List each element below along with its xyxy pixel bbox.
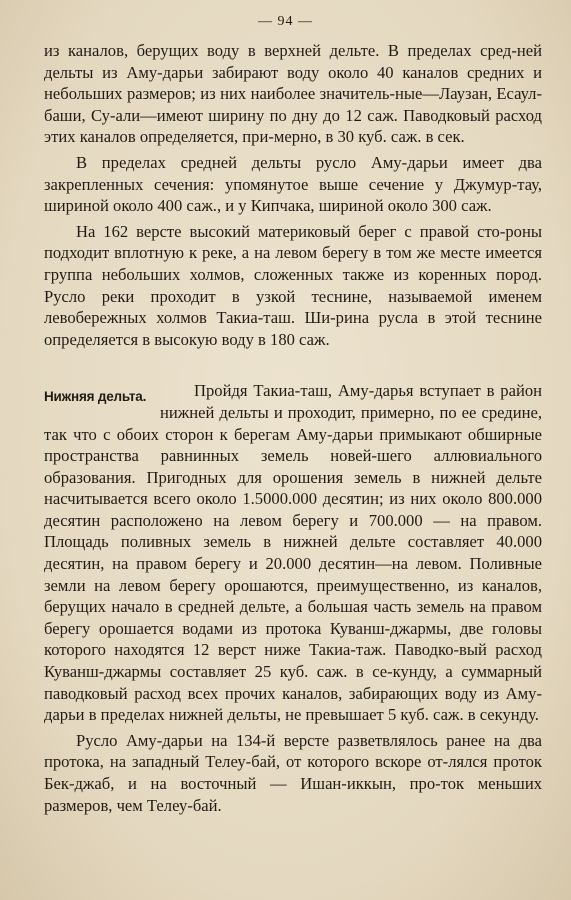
section-paragraph-1: Пройдя Такиа-таш, Аму-дарья вступает в район нижней дельты и проходит, примерно, по ее средине, так что с обоих сторон к берегам Аму-дарьи примыкают обширные пространства равнинных земель новей-шего аллювиального образования. Пригодных для орошения земель в нижней дельте насчитывается всего около 1.5000.000 десятин; из них около 800.000 десятин расположено на левом берегу и 700.000 — на правом. Площадь поливных земель в нижней дельте составляет 40.000 десятин, на правом берегу и 20.000 десятин—на левом. Поливные земли на левом берегу орошаются, преимущественно, из каналов, берущих начало в средней дельте, а большая часть земель на правом берегу орошается водами из протока Куванш-джармы, две головы которого находятся 12 верст ниже Такиа-таж. Паводко-вый расход Куванш-джармы составляет 25 куб. саж. в се-кунду, а суммарный паводковый расход всех прочих каналов, забирающих воду из Аму-дарьи в пределах нижней дельты, не превышает 5 куб. саж. в секунду. (44, 381, 542, 725)
paragraph-1: из каналов, берущих воду в верхней дельте. В пределах сред-ней дельты из Аму-дарьи забирают воду около 40 каналов средних и небольших размеров; из них наиболее значитель-ные—Лаузан, Есаул-баши, Су-али—имеют ширину по дну до 12 саж. Паводковый расход этих каналов определяется, при-мерно, в 30 куб. саж. в сек. (44, 41, 542, 147)
section-lower-delta (44, 380, 542, 816)
body-text (44, 40, 542, 816)
paragraph-2: В пределах средней дельты русло Аму-дарьи имеет два закрепленных сечения: упомянутое выше сечение у Джумур-тау, шириной около 400 саж., и у Кипчака, шириной около 300 саж. (44, 152, 542, 216)
page-number: — 94 — (258, 14, 313, 29)
paragraph-3: На 162 версте высокий материковый берег с правой сто-роны подходит вплотную к реке, а на левом берегу в том же месте имеется группа небольших холмов, сложенных также из коренных пород. Русло реки проходит в узкой теснине, называемой именем левобережных холмов Такиа-таш. Ши-рина русла в этой теснине определяется в высокую воду в 180 саж. (44, 221, 542, 349)
section-paragraph-2: Русло Аму-дарьи на 134-й версте разветвлялось ранее на два протока, на западный Телеу-бай, от которого вскоре от-лялся проток Бек-джаб, и на восточный — Ишан-иккын, про-ток меньших размеров, чем Телеу-бай. (44, 730, 542, 815)
section-title: Нижняя дельта. (44, 389, 147, 405)
